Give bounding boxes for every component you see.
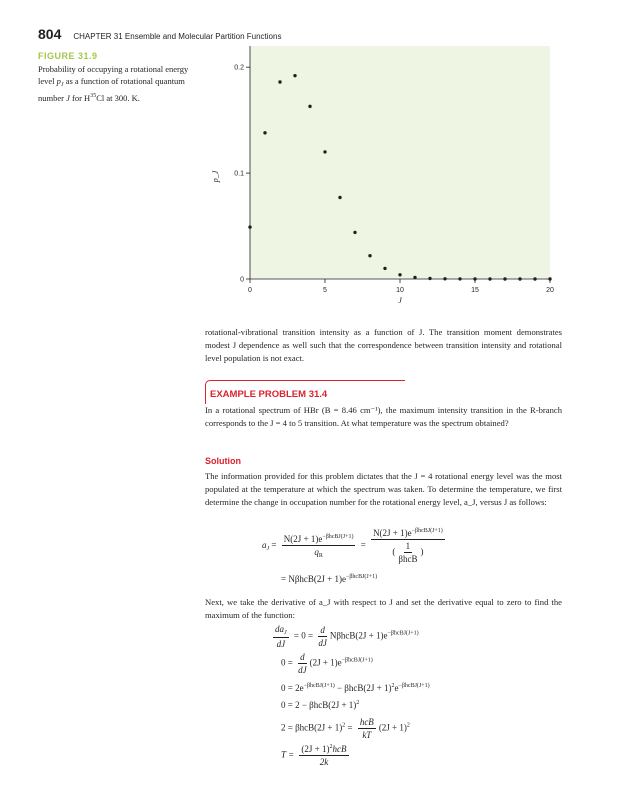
data-point: [398, 273, 401, 276]
data-point: [263, 131, 266, 134]
plot-background: [250, 46, 550, 279]
equation-zero-derivative: 0 = $\frac{d}{dJ}$ $(2J + 1)e^{-\beta hcBJ(J+1)}$: [281, 652, 373, 675]
equation-a-j-simplified: = $N\beta hcB(2J + 1)e^{-\beta hcBJ(J+1)}$: [281, 574, 378, 584]
solution-heading: Solution: [205, 456, 241, 466]
y-tick-label: 0.2: [234, 64, 244, 72]
data-point: [548, 277, 551, 280]
figure-caption: Probability of occupying a rotational energy level $p_J$ as a function of rotational quantum number J for $H^{35}Cl$ at 300. K.: [38, 64, 189, 103]
data-point: [488, 277, 491, 280]
x-axis-title: J: [398, 296, 402, 305]
x-tick-label: 20: [546, 287, 554, 294]
data-point: [338, 196, 341, 199]
data-point: [248, 225, 251, 228]
equation-a-j: $a_J$ = $\frac{N(2J + 1)e^{-\beta hcBJ(J+1)}}{q_R}$ = $N(2J + 1)e^{-\beta hcBJ(J+1)}$ ( $\frac{1}{\text{βhcB}}$ ): [262, 528, 443, 564]
probability-chart: [208, 46, 568, 316]
y-axis-title: p_J: [211, 170, 220, 183]
x-tick-label: 5: [323, 287, 327, 294]
paragraph-transition-intensity: rotational-vibrational transition intensity as a function of J. The transition moment demonstrates modest J dependence as well such that the correspondence between transition intensity and rotational level population is not exact.: [205, 327, 562, 363]
example-title: EXAMPLE PROBLEM 31.4: [210, 389, 328, 400]
data-point: [353, 231, 356, 234]
data-point: [308, 105, 311, 108]
x-tick-label: 0: [248, 287, 252, 294]
x-tick-label: 15: [471, 287, 479, 294]
paragraph-problem: In a rotational spectrum of HBr (B = 8.46 cm⁻¹), the maximum intensity transition in the R-branch corresponds to the J = 4 to 5 transition. At what temperature was the spectrum obtained?: [205, 405, 562, 428]
data-point: [458, 277, 461, 280]
data-point: [428, 277, 431, 280]
chart-svg: [208, 46, 568, 316]
data-point: [413, 276, 416, 279]
data-point: [368, 254, 371, 257]
equation-expanded: $0 = 2e^{-\beta hcBJ(J+1)} - \beta hcB(2J + 1)^2e^{-\beta hcBJ(J+1)}$: [281, 683, 430, 693]
data-point: [518, 277, 521, 280]
paragraph-derivative: Next, we take the derivative of a_J with respect to J and set the derivative equal to zero to find the maximum of the function:: [205, 597, 562, 620]
equation-reduced: $0 = 2 - \beta hcB(2J + 1)^2$: [281, 700, 360, 710]
data-point: [383, 267, 386, 270]
data-point: [278, 80, 281, 83]
data-point: [323, 150, 326, 153]
equation-temperature: T = $\frac{(2J + 1)^2hcB}{2k}$: [281, 744, 347, 767]
data-point: [503, 277, 506, 280]
data-point: [293, 74, 296, 77]
equation-kt: $2 = \beta hcB(2J + 1)^2$ = $\frac{\text{hcB}}{kT}$ $(2J + 1)^2$: [281, 717, 410, 740]
x-tick-label: 10: [396, 287, 404, 294]
running-head: [38, 26, 281, 42]
y-tick-label: 0: [240, 276, 244, 284]
data-point: [533, 277, 536, 280]
y-tick-label: 0.1: [234, 170, 244, 178]
paragraph-solution: The information provided for this problem dictates that the J = 4 rotational energy level was the most populated at the temperature at which the spectrum was taken. To determine the temperature, we first determine the change in occupation number for the rotational energy level, a_J, versus J as follows:: [205, 471, 562, 507]
data-point: [443, 277, 446, 280]
equation-derivative: $\frac{da_J}{dJ}$ = 0 = $\frac{d}{dJ}$ $N\beta hcB(2J + 1)e^{-\beta hcBJ(J+1)}$: [275, 624, 419, 649]
figure-label: FIGURE 31.9: [38, 51, 98, 61]
chapter-title: CHAPTER 31 Ensemble and Molecular Partition Functions: [73, 32, 282, 41]
page-number: 804: [38, 26, 62, 42]
data-point: [473, 277, 476, 280]
